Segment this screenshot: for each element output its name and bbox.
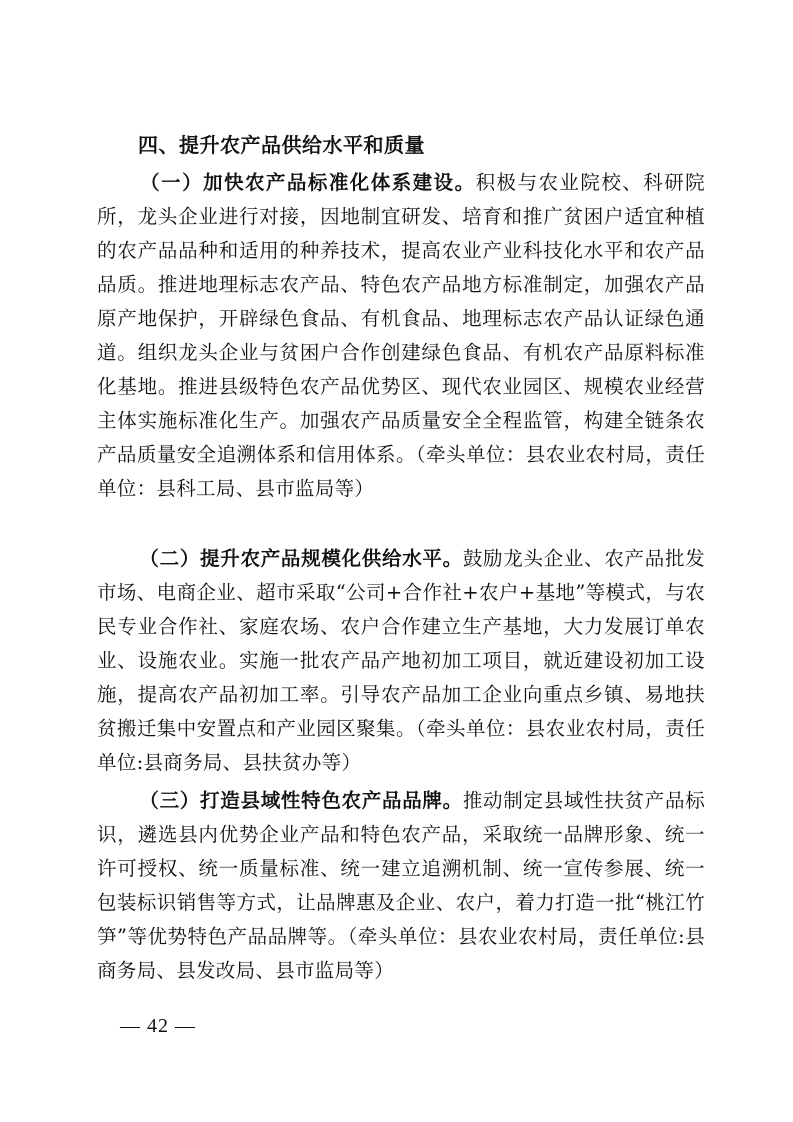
paragraph-branding xyxy=(97,784,705,988)
paragraph-standardization xyxy=(97,166,705,506)
paragraph-lead: （三）打造县域性特色农产品品牌。 xyxy=(139,789,463,812)
paragraph-scale-supply xyxy=(97,542,705,780)
paragraph-lead: （二）提升农产品规模化供给水平。 xyxy=(139,547,463,570)
paragraph-body: 积极与农业院校、科研院所，龙头企业进行对接，因地制宜研发、培育和推广贫困户适宜种植的农产品品种和适用的种养技术，提高农业产业科技化水平和农产品品质。推进地理标志农产品、特色农产品地方标准制定，加强农产品原产地保护，开辟绿色食品、有机食品、地理标志农产品认证绿色通道。组织龙头企业与贫困户合作创建绿色食品、有机农产品原料标准化基地。推进县级特色农产品优势区、现代农业园区、规模农业经营主体实施标准化生产。加强农产品质量安全全程监管，构建全链条农产品质量安全追溯体系和信用体系。（牵头单位：县农业农村局，责任单位：县科工局、县市监局等） xyxy=(97,171,705,500)
section-heading: 四、提升农产品供给水平和质量 xyxy=(138,133,425,157)
paragraph-lead: （一）加快农产品标准化体系建设。 xyxy=(139,171,476,194)
page-number: — 42 — xyxy=(120,1015,196,1037)
paragraph-body: 鼓励龙头企业、农产品批发市场、电商企业、超市采取“公司+合作社+农户+基地”等模式，与农民专业合作社、家庭农场、农户合作建立生产基地，大力发展订单农业、设施农业。实施一批农产品产地初加工项目，就近建设初加工设施，提高农产品初加工率。引导农产品加工企业向重点乡镇、易地扶贫搬迁集中安置点和产业园区聚集。（牵头单位：县农业农村局，责任单位:县商务局、县扶贫办等） xyxy=(97,547,705,774)
paragraph-body: 推动制定县域性扶贫产品标识，遴选县内优势企业产品和特色农产品，采取统一品牌形象、统一许可授权、统一质量标准、统一建立追溯机制、统一宣传参展、统一包装标识销售等方式，让品牌惠及企业、农户，着力打造一批“桃江竹笋”等优势特色产品品牌等。（牵头单位：县农业农村局，责任单位:县商务局、县发改局、县市监局等） xyxy=(97,789,705,982)
